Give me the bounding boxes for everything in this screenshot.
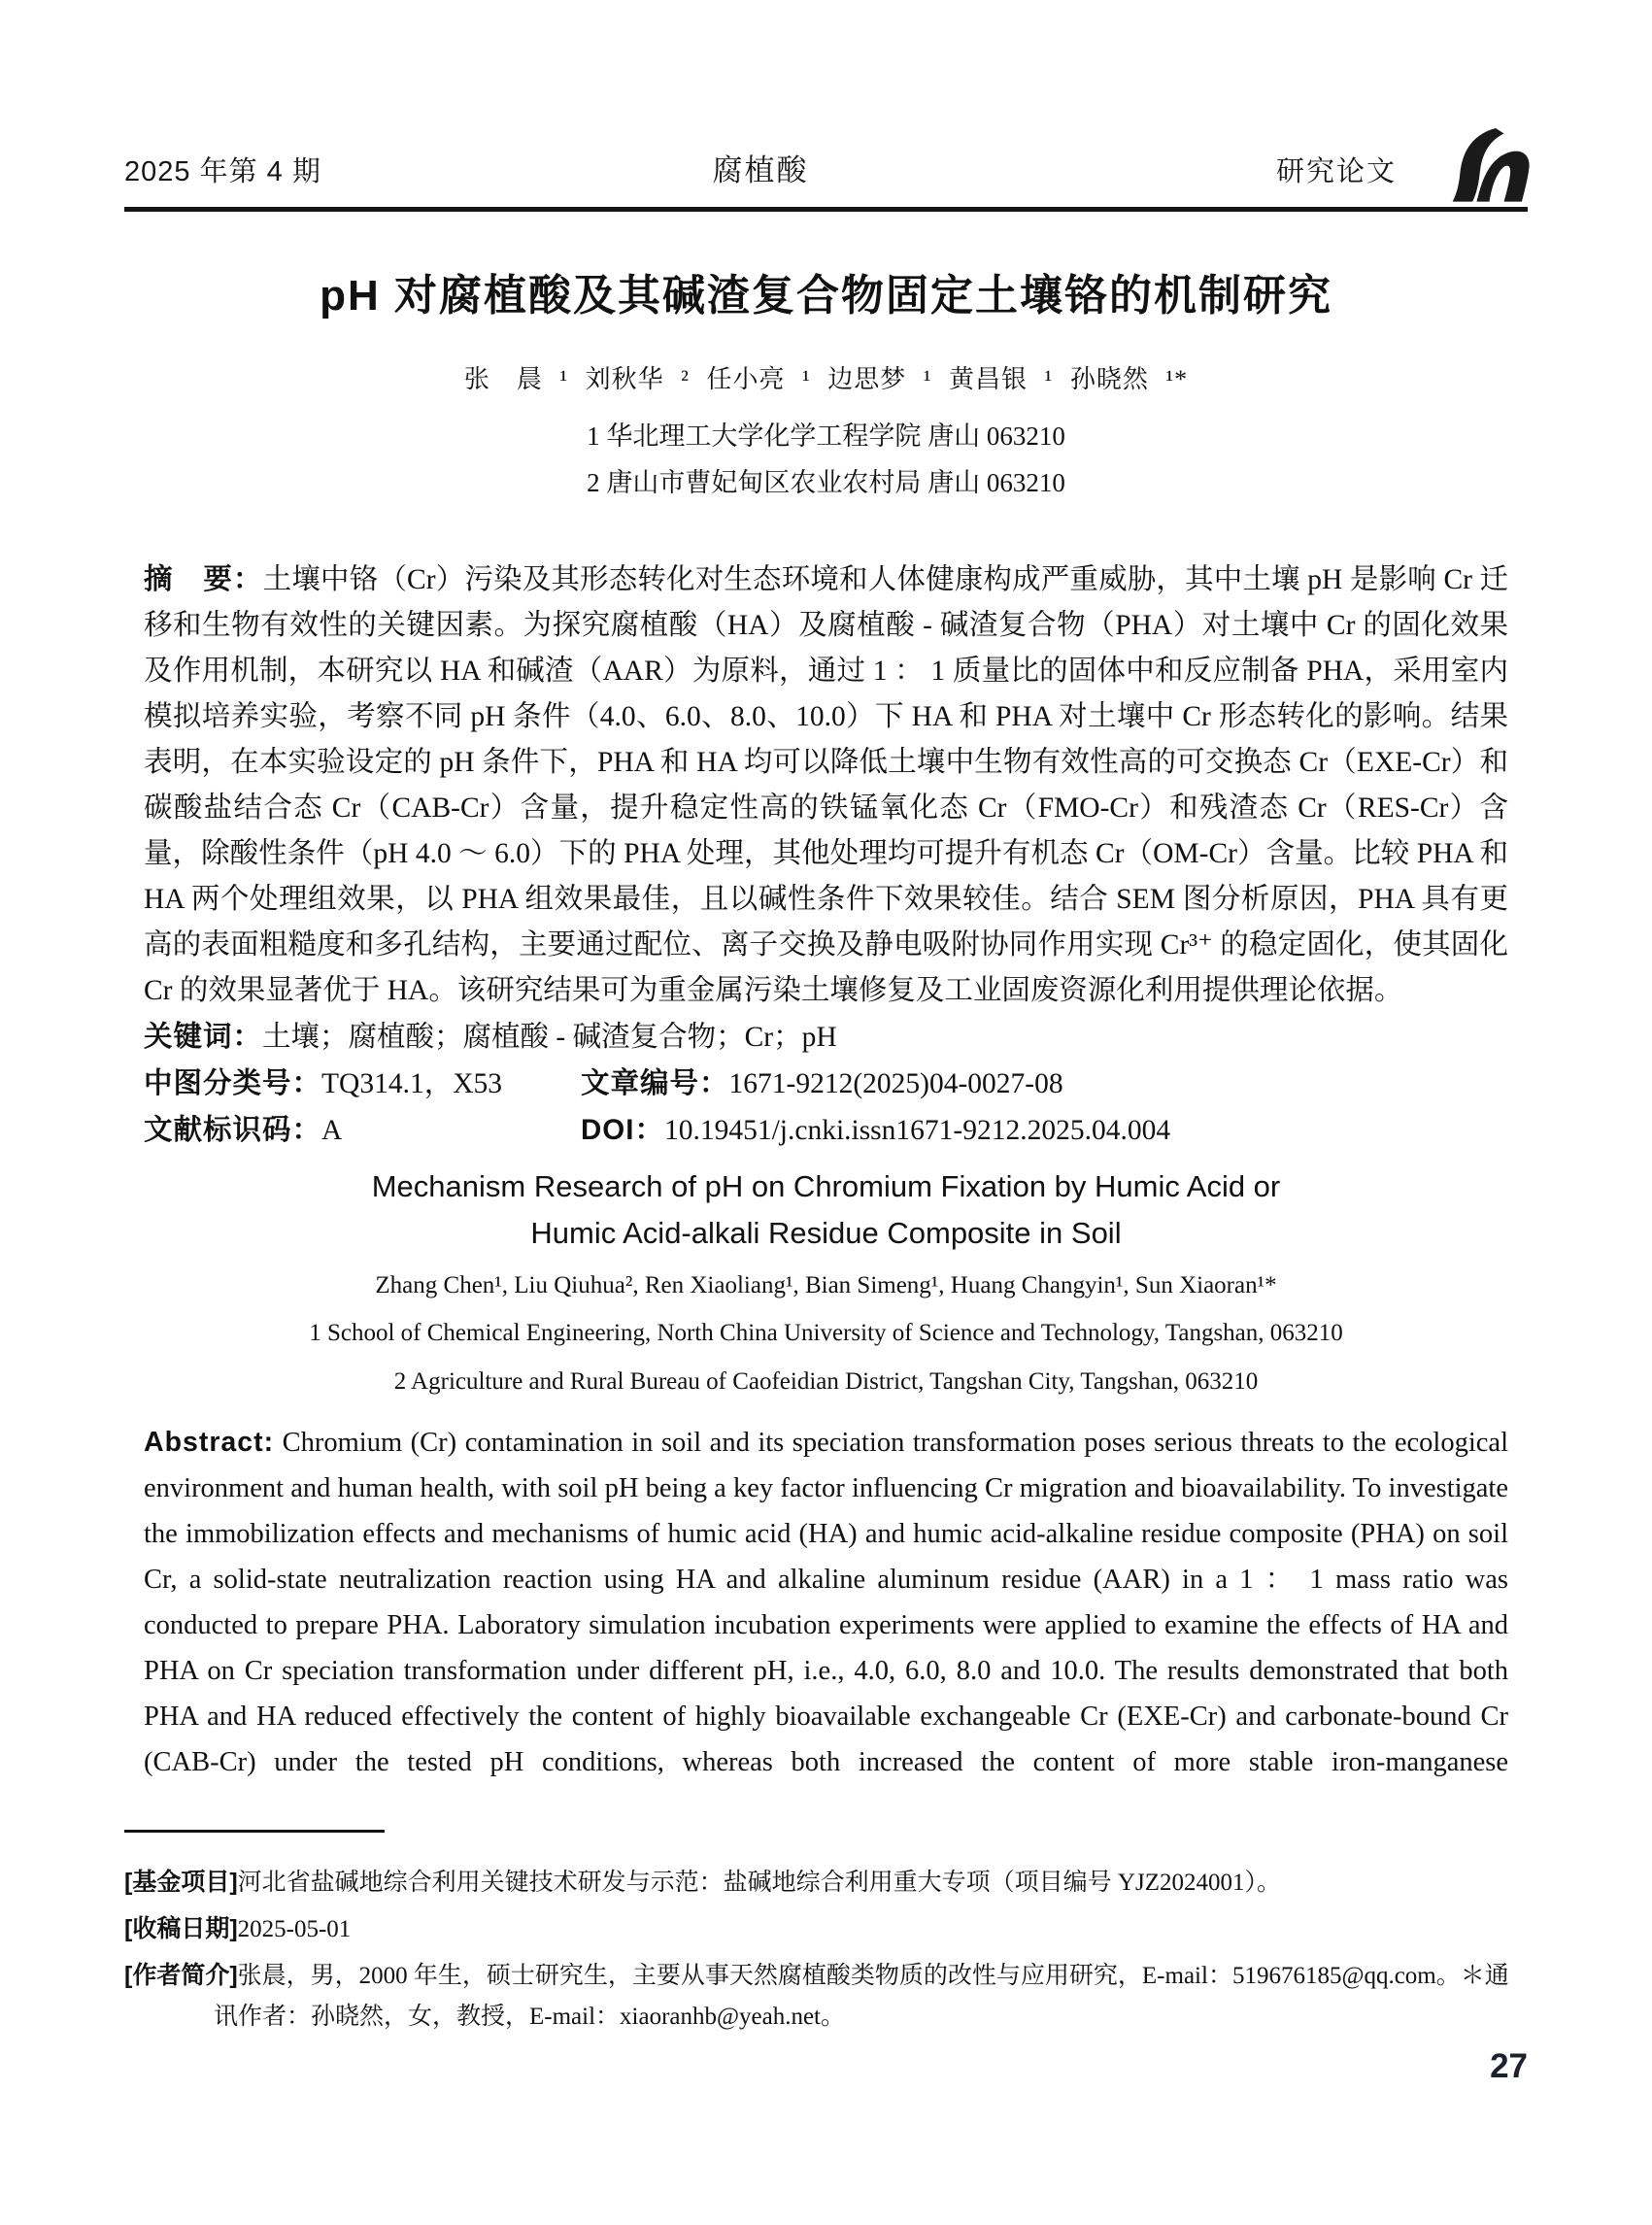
article-no-label: 文章编号： xyxy=(581,1067,729,1099)
affiliation-cn-1: 1 华北理工大学化学工程学院 唐山 063210 xyxy=(587,421,1065,451)
abstract-en xyxy=(144,1420,1508,1785)
clc-value: TQ314.1，X53 xyxy=(321,1068,503,1099)
clc-segment xyxy=(144,1061,581,1107)
issue-label: 2025 年第 4 期 xyxy=(124,156,321,187)
clc-line xyxy=(144,1061,1508,1107)
footnote-author-bio xyxy=(124,1955,1528,2038)
doi-label: DOI： xyxy=(581,1114,664,1146)
authors-en: Zhang Chen¹, Liu Qiuhua², Ren Xiaoliang¹, Bian Simeng¹, Huang Changyin¹, Sun Xiaoran¹* xyxy=(375,1272,1277,1298)
affiliations-cn xyxy=(124,413,1528,506)
section-label: 研究论文 xyxy=(1276,156,1398,187)
clc-label: 中图分类号： xyxy=(144,1067,322,1099)
footnote-author-bio-label: [作者简介] xyxy=(124,1962,238,1989)
affiliations-en xyxy=(124,1309,1528,1406)
article-title-en xyxy=(124,1163,1528,1257)
article-no-segment xyxy=(581,1061,1508,1107)
article-title-en-line1: Mechanism Research of pH on Chromium Fixation by Humic Acid or xyxy=(371,1169,1281,1203)
doc-code-line xyxy=(144,1107,1508,1154)
footnotes xyxy=(124,1862,1528,2038)
affiliation-en-1: 1 School of Chemical Engineering, North China University of Science and Technology, Tangshan, 063210 xyxy=(309,1320,1343,1346)
footnote-received-label: [收稿日期] xyxy=(124,1915,238,1942)
footnote-fund-label: [基金项目] xyxy=(124,1869,238,1896)
abstract-cn xyxy=(144,556,1508,1014)
keywords-line xyxy=(144,1014,1508,1061)
abstract-block-cn xyxy=(144,556,1508,1154)
footnote-author-bio-text: 张晨，男，2000 年生，硕士研究生，主要从事天然腐植酸类物质的改性与应用研究，E-mail：519676185@qq.com。＊通讯作者：孙晓然，女，教授，E-mail：xiaoranhb@yeah.net。 xyxy=(214,1963,1509,2030)
abstract-cn-text: 土壤中铬（Cr）污染及其形态转化对生态环境和人体健康构成严重威胁，其中土壤 pH 是影响 Cr 迁移和生物有效性的关键因素。为探究腐植酸（HA）及腐植酸 - 碱渣复合物（PHA）对土壤中 Cr 的固化效果及作用机制，本研究以 HA 和碱渣（AAR）为原料，通过 1 ： 1 质量比的固体中和反应制备 PHA，采用室内模拟培养实验，考察不同 pH 条件（4.0、6.0、8.0、10.0）下 HA 和 PHA 对土壤中 Cr 形态转化的影响。结果表明，在本实验设定的 pH 条件下，PHA 和 HA 均可以降低土壤中生物有效性高的可交换态 Cr（EXE-Cr）和碳酸盐结合态 Cr（CAB-Cr）含量，提升稳定性高的铁锰氧化态 Cr（FMO-Cr）和残渣态 Cr（RES-Cr）含量，除酸性条件（pH 4.0 ～ 6.0）下的 PHA 处理，其他处理均可提升有机态 Cr（OM-Cr）含量。比较 PHA 和 HA 两个处理组效果，以 PHA 组效果最佳，且以碱性条件下效果较佳。结合 SEM 图分析原因，PHA 具有更高的表面粗糙度和多孔结构，主要通过配位、离子交换及静电吸附协同作用实现 Cr³⁺ 的稳定固化，使其固化 Cr 的效果显著优于 HA。该研究结果可为重金属污染土壤修复及工业固废资源化利用提供理论依据。 xyxy=(144,564,1508,1006)
doc-code-value: A xyxy=(321,1115,343,1146)
footnote-fund xyxy=(124,1862,1528,1904)
keywords-label: 关键词： xyxy=(144,1021,263,1053)
abstract-en-label: Abstract: xyxy=(144,1427,275,1458)
doi-segment xyxy=(581,1107,1508,1154)
footnote-fund-text: 河北省盐碱地综合利用关键技术研发与示范：盐碱地综合利用重大专项（项目编号 YJZ2024001）。 xyxy=(237,1870,1281,1896)
authors-cn: 张 晨 ¹ 刘秋华 ² 任小亮 ¹ 边思梦 ¹ 黄昌银 ¹ 孙晓然 ¹* xyxy=(463,365,1189,393)
footnote-separator xyxy=(124,1830,385,1833)
affiliation-en-2: 2 Agriculture and Rural Bureau of Caofeidian District, Tangshan City, Tangshan, 063210 xyxy=(393,1368,1259,1395)
page-number: 27 xyxy=(1490,2047,1528,2085)
abstract-en-text: Chromium (Cr) contamination in soil and its speciation transformation poses serious threats to the ecological environment and human health, with soil pH being a key factor influencing Cr migration and bioavailability. To investigate the immobilization effects and mechanisms of humic acid (HA) and humic acid-alkaline residue composite (PHA) on soil Cr, a solid-state neutralization reaction using HA and alkaline aluminum residue (AAR) in a 1 ： 1 mass ratio was conducted to prepare PHA. Laboratory simulation incubation experiments were applied to examine the effects of HA and PHA on Cr speciation transformation under different pH, i.e., 4.0, 6.0, 8.0 and 10.0. The results demonstrated that both PHA and HA reduced effectively the content of highly bioavailable exchangeable Cr (EXE-Cr) and carbonate-bound Cr (CAB-Cr) under the tested pH conditions, whereas both increased the content of more stable iron-manganese xyxy=(144,1428,1508,1777)
article-no-value: 1671-9212(2025)04-0027-08 xyxy=(728,1068,1063,1099)
affiliation-cn-2: 2 唐山市曹妃甸区农业农村局 唐山 063210 xyxy=(587,468,1065,497)
footnote-received-text: 2025-05-01 xyxy=(237,1916,352,1942)
footnote-received-date xyxy=(124,1908,1528,1950)
keywords-text: 土壤；腐植酸；腐植酸 - 碱渣复合物；Cr；pH xyxy=(262,1022,837,1053)
article-title-cn: pH 对腐植酸及其碱渣复合物固定土壤铬的机制研究 xyxy=(320,272,1332,320)
doc-code-label: 文献标识码： xyxy=(144,1114,322,1146)
doi-value: 10.19451/j.cnki.issn1671-9212.2025.04.004 xyxy=(663,1115,1171,1146)
article-title-en-line2: Humic Acid-alkali Residue Composite in Soil xyxy=(530,1216,1122,1250)
abstract-cn-label: 摘 要： xyxy=(144,563,263,595)
journal-name: 腐植酸 xyxy=(712,153,809,187)
doc-code-segment xyxy=(144,1107,581,1154)
